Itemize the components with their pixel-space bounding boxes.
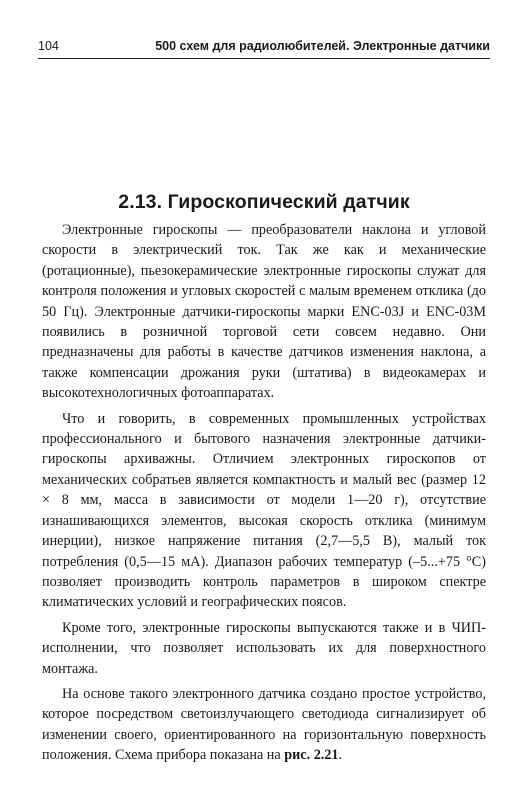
paragraph-3: Кроме того, электронные гироскопы выпускаются также и в ЧИП-исполнении, что позволяет использовать их для поверхностного монтажа. [42,619,486,677]
header-rule [38,58,490,59]
paragraph-4 [42,684,486,766]
figure-reference: рис. 2.21 [284,747,339,764]
paragraph-4-end: . [338,747,343,764]
body-text [42,220,486,771]
paragraph-2: Что и говорить, в современных промышленных устройствах профессионального и бытового назначения электронные датчики-гироскопы архиважны. Отличием электронных гироскопов от механических собратьев является компактность и малый вес (размер 12 × 8 мм, масса в зависимости от модели 1—20 г), отсутствие изнашивающихся элементов, высокая скорость отклика (минимум инерции), низкое напряжение питания (2,7—5,5 В), малый ток потребления (0,5—15 мА). Диапазон рабочих температур (–5...+75 °C) позволяет производить контроль параметров в широком спектре климатических условий и географических поясов. [42,410,486,611]
running-title: 500 схем для радиолюбителей. Электронные датчики [155,39,490,53]
running-header [38,36,490,56]
section-title: 2.13. Гироскопический датчик [118,191,410,214]
page-number: 104 [38,39,59,53]
paragraph-1: Электронные гироскопы — преобразователи наклона и угловой скорости в электрический ток. Так же как и механические (ротационные), пьезокерамические электронные гироскопы служат для контроля положения и угловых скоростей с малым временем отклика (до 50 Гц). Электронные датчики-гироскопы марки ENC-03J и ENC-03M появились в розничной торговой сети совсем недавно. Они предназначены для работы в качестве датчиков изменения наклона, а также компенсации дрожания руки (штатива) в видеокамерах и высокотехнологичных фотоаппаратах. [42,222,486,402]
paragraph-4-text: На основе такого электронного датчика создано простое устройство, которое посредством светоизлучающего светодиода сигнализирует об изменении своего, ориентированного на горизонтальную поверхность положения. Схема прибора показана на [42,685,486,764]
